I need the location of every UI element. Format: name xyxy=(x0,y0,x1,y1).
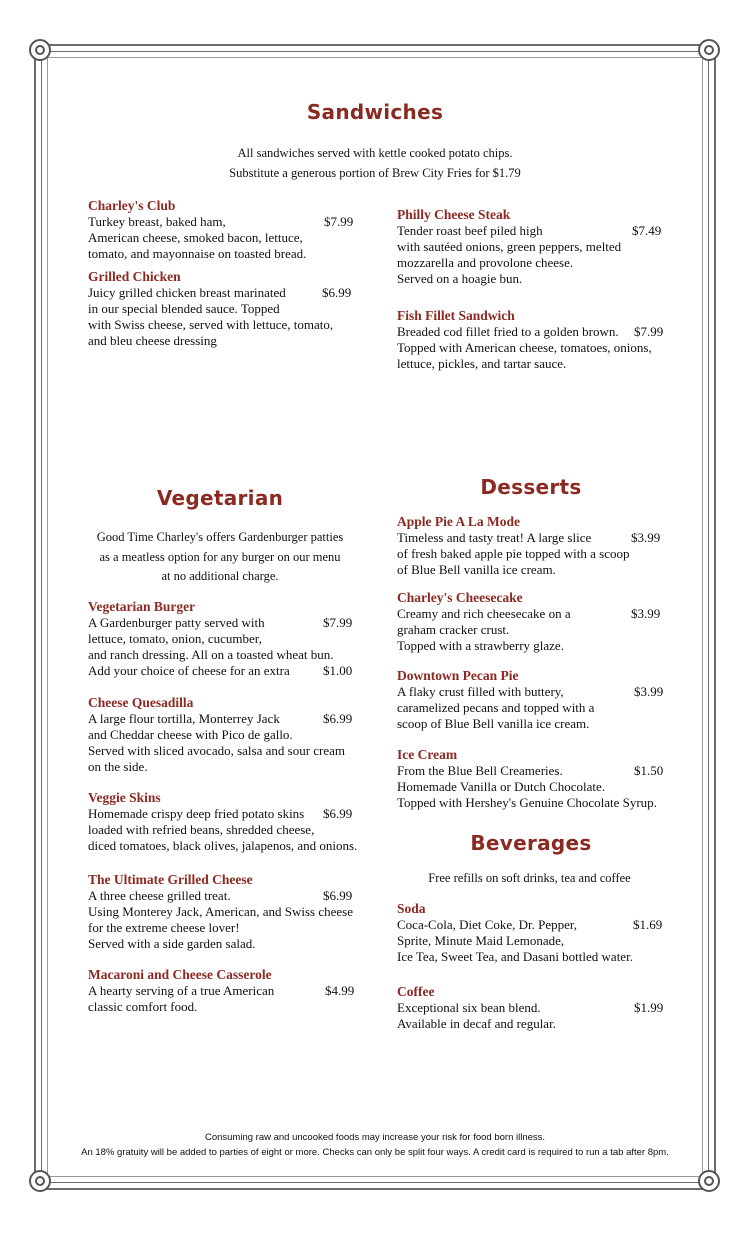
menu-item-coffee xyxy=(397,983,667,1032)
item-extra-price: $1.00 xyxy=(323,663,353,678)
frame-line-top xyxy=(48,57,702,58)
item-description: A large flour tortilla, Monterrey Jack xyxy=(88,711,280,726)
item-description: scoop of Blue Bell vanilla ice cream. xyxy=(397,716,590,731)
item-description: Breaded cod fillet fried to a golden brown. xyxy=(397,324,619,339)
item-description: graham cracker crust. xyxy=(397,622,510,637)
item-name: Charley's Cheesecake xyxy=(397,590,523,605)
item-description: in our special blended sauce. Topped xyxy=(88,301,280,316)
menu-item-charleys-cheesecake xyxy=(397,589,667,654)
item-name: Soda xyxy=(397,901,426,916)
item-price: $7.99 xyxy=(634,324,664,339)
frame-line-left xyxy=(47,58,48,1176)
intro-line: as a meatless option for any burger on our menu xyxy=(99,549,341,564)
item-description: Add your choice of cheese for an extra xyxy=(88,663,290,678)
intro-line: Substitute a generous portion of Brew City Fries for $1.79 xyxy=(229,165,521,180)
item-description: classic comfort food. xyxy=(88,999,198,1014)
item-description: A Gardenburger patty served with xyxy=(88,615,265,630)
item-name: Grilled Chicken xyxy=(88,269,181,284)
item-description: loaded with refried beans, shredded cheese, xyxy=(88,822,315,837)
beverages-intro xyxy=(397,869,662,889)
menu-item-ultimate-grilled-cheese xyxy=(88,871,358,952)
menu-item-charleys-club xyxy=(88,197,358,262)
sandwiches-intro xyxy=(175,144,575,183)
intro-line: Good Time Charley's offers Gardenburger patties xyxy=(96,530,344,544)
item-description: Served with sliced avocado, salsa and sour cream xyxy=(88,743,346,758)
item-description: and Cheddar cheese with Pico de gallo. xyxy=(88,727,293,742)
item-description: Topped with a strawberry glaze. xyxy=(397,638,564,653)
item-price: $6.99 xyxy=(323,711,353,726)
item-description: tomato, and mayonnaise on toasted bread. xyxy=(88,246,307,261)
vegetarian-heading: Vegetarian xyxy=(156,486,284,510)
item-description: From the Blue Bell Creameries. xyxy=(397,763,563,778)
item-description: of Blue Bell vanilla ice cream. xyxy=(397,562,556,577)
item-description: lettuce, pickles, and tartar sauce. xyxy=(397,356,567,371)
item-name: Macaroni and Cheese Casserole xyxy=(88,967,272,982)
item-description: caramelized pecans and topped with a xyxy=(397,700,595,715)
menu-item-downtown-pecan-pie xyxy=(397,667,667,732)
item-description: and bleu cheese dressing xyxy=(88,333,217,348)
item-description: of fresh baked apple pie topped with a scoop xyxy=(397,546,630,561)
item-description: Juicy grilled chicken breast marinated xyxy=(88,285,286,300)
frame-line-right xyxy=(702,58,703,1176)
item-name: Charley's Club xyxy=(88,198,176,213)
item-price: $6.99 xyxy=(323,888,353,903)
footer-line: An 18% gratuity will be added to parties of eight or more. Checks can only be split four ways. A credit card is required to run a tab after 8pm. xyxy=(81,1147,669,1158)
item-description: Available in decaf and regular. xyxy=(397,1016,556,1031)
menu-item-grilled-chicken xyxy=(88,268,358,349)
item-description: mozzarella and provolone cheese. xyxy=(397,255,574,270)
item-name: Philly Cheese Steak xyxy=(397,207,511,222)
menu-item-fish-fillet-sandwich xyxy=(397,307,667,372)
item-description: Coca-Cola, Diet Coke, Dr. Pepper, xyxy=(397,917,577,932)
menu-item-cheese-quesadilla xyxy=(88,694,358,775)
item-description: Using Monterey Jack, American, and Swiss cheese xyxy=(88,904,353,919)
corner-ornament-icon xyxy=(698,39,720,61)
menu-item-ice-cream xyxy=(397,746,667,811)
item-description: lettuce, tomato, onion, cucumber, xyxy=(88,631,262,646)
item-price: $1.69 xyxy=(633,917,663,932)
item-name: Fish Fillet Sandwich xyxy=(397,308,515,323)
footer-disclaimer xyxy=(60,1130,690,1160)
item-description: Timeless and tasty treat! A large slice xyxy=(397,530,592,545)
vegetarian-intro xyxy=(80,528,360,587)
menu-item-apple-pie xyxy=(397,513,667,578)
item-price: $6.99 xyxy=(323,806,353,821)
beverages-heading: Beverages xyxy=(470,831,592,855)
item-description: Creamy and rich cheesecake on a xyxy=(397,606,571,621)
item-description: A flaky crust filled with buttery, xyxy=(397,684,564,699)
item-price: $3.99 xyxy=(631,530,661,545)
item-name: The Ultimate Grilled Cheese xyxy=(88,872,253,887)
item-name: Ice Cream xyxy=(397,747,458,762)
item-description: Served on a hoagie bun. xyxy=(397,271,523,286)
item-description: Homemade Vanilla or Dutch Chocolate. xyxy=(397,779,606,794)
menu-item-veggie-skins xyxy=(88,789,358,854)
item-price: $3.99 xyxy=(631,606,661,621)
item-price: $1.50 xyxy=(634,763,664,778)
item-description: Topped with American cheese, tomatoes, onions, xyxy=(397,340,652,355)
frame-line-bottom xyxy=(48,1176,702,1177)
item-description: on the side. xyxy=(88,759,148,774)
menu-item-philly-cheese-steak xyxy=(397,206,667,287)
item-description: A three cheese grilled treat. xyxy=(88,888,231,903)
item-name: Coffee xyxy=(397,984,435,999)
menu-item-soda xyxy=(397,900,667,965)
intro-line: All sandwiches served with kettle cooked potato chips. xyxy=(237,146,513,160)
item-price: $4.99 xyxy=(325,983,355,998)
item-description: American cheese, smoked bacon, lettuce, xyxy=(88,230,303,245)
intro-line: at no additional charge. xyxy=(161,569,279,583)
item-name: Vegetarian Burger xyxy=(88,599,196,614)
item-description: Tender roast beef piled high xyxy=(397,223,543,238)
corner-ornament-icon xyxy=(29,1170,51,1192)
sandwiches-heading: Sandwiches xyxy=(306,100,444,124)
item-description: diced tomatoes, black olives, jalapenos, and onions. xyxy=(88,838,358,853)
corner-ornament-icon xyxy=(698,1170,720,1192)
item-price: $7.99 xyxy=(324,214,354,229)
item-description: Ice Tea, Sweet Tea, and Dasani bottled water. xyxy=(397,949,633,964)
item-description: A hearty serving of a true American xyxy=(88,983,275,998)
item-description: with sautéed onions, green peppers, melted xyxy=(397,239,622,254)
item-price: $6.99 xyxy=(322,285,352,300)
item-description: Homemade crispy deep fried potato skins xyxy=(88,806,305,821)
item-description: with Swiss cheese, served with lettuce, tomato, xyxy=(88,317,334,332)
item-description: Turkey breast, baked ham, xyxy=(88,214,226,229)
item-price: $7.99 xyxy=(323,615,353,630)
item-price: $1.99 xyxy=(634,1000,664,1015)
item-name: Downtown Pecan Pie xyxy=(397,668,519,683)
item-name: Veggie Skins xyxy=(88,790,161,805)
menu-item-vegetarian-burger xyxy=(88,598,358,679)
menu-item-macaroni-cheese-casserole xyxy=(88,966,358,1015)
item-description: Sprite, Minute Maid Lemonade, xyxy=(397,933,565,948)
item-price: $7.49 xyxy=(632,223,662,238)
item-description: Exceptional six bean blend. xyxy=(397,1000,541,1015)
item-description: for the extreme cheese lover! xyxy=(88,920,240,935)
item-description: Topped with Hershey's Genuine Chocolate Syrup. xyxy=(397,795,657,810)
intro-line: Free refills on soft drinks, tea and coffee xyxy=(428,871,631,885)
item-name: Cheese Quesadilla xyxy=(88,695,194,710)
footer-line: Consuming raw and uncooked foods may increase your risk for food born illness. xyxy=(204,1132,546,1143)
corner-ornament-icon xyxy=(29,39,51,61)
item-name: Apple Pie A La Mode xyxy=(397,514,521,529)
item-price: $3.99 xyxy=(634,684,664,699)
desserts-heading: Desserts xyxy=(480,475,582,499)
item-description: and ranch dressing. All on a toasted wheat bun. xyxy=(88,647,334,662)
item-description: Served with a side garden salad. xyxy=(88,936,256,951)
